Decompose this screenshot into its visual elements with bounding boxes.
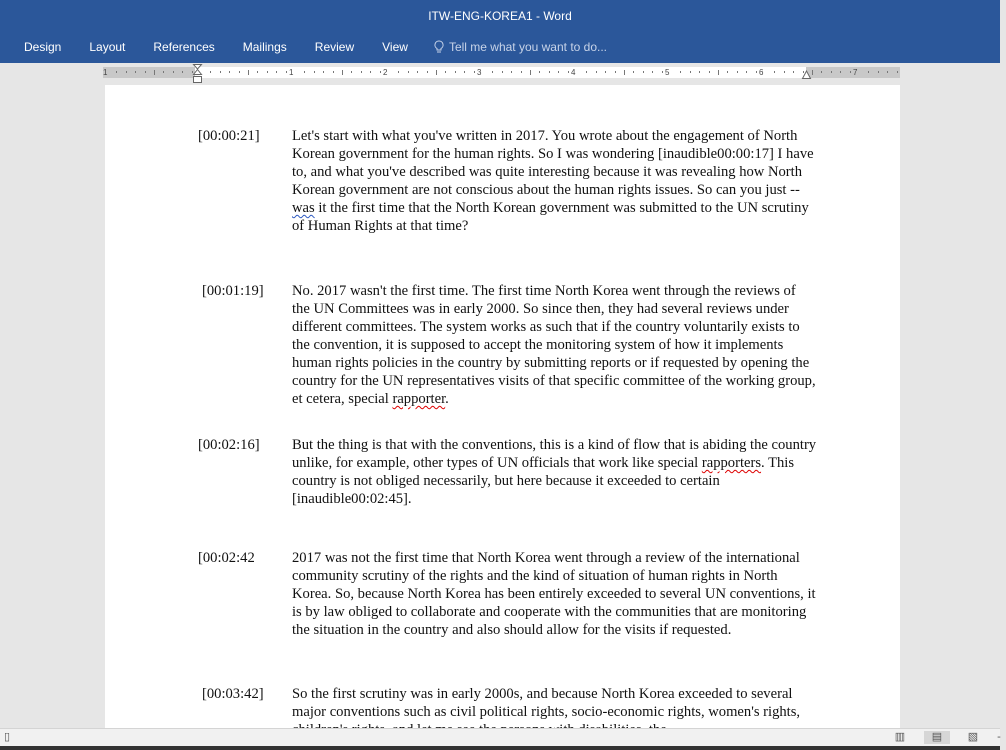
ruler-tick xyxy=(398,71,399,73)
ruler-tick xyxy=(709,71,710,73)
ruler-tick xyxy=(897,71,898,73)
ruler-tick xyxy=(812,70,813,75)
tab-layout[interactable]: Layout xyxy=(89,39,126,54)
text-run: Let's start with what you've written in 2017. You wrote about the engagement of North Korean government for the human rights. So I was wondering [inaudible00:00:17] I have to, and what you've described was quite interesting because it was revealing how North Korean government are not conscious about the human rights issues. So can you just -- xyxy=(292,128,814,198)
taskbar-edge xyxy=(0,746,1000,750)
spelling-flag: was xyxy=(292,200,315,216)
ruler-tick xyxy=(831,71,832,73)
tell-me-search[interactable] xyxy=(422,40,607,54)
ruler-tick xyxy=(380,71,381,73)
ruler-label: 6 xyxy=(759,68,764,77)
ruler-tick xyxy=(624,70,625,75)
timestamp: [00:02:42 xyxy=(198,550,255,566)
text-run: . xyxy=(445,391,449,407)
ruler-tick xyxy=(173,71,174,73)
ruler-tick xyxy=(756,71,757,73)
ruler-tick xyxy=(746,71,747,73)
ruler-tick xyxy=(248,70,249,75)
ruler-tick xyxy=(662,71,663,73)
ruler-tick xyxy=(351,71,352,73)
ruler-tick xyxy=(474,71,475,73)
ruler-tick xyxy=(868,71,869,73)
ruler-tick xyxy=(680,71,681,73)
ruler-tick xyxy=(276,71,277,73)
ruler-tick xyxy=(652,71,653,73)
ruler-label: 1 xyxy=(103,68,108,77)
ruler-tick xyxy=(464,71,465,73)
spelling-flag: rapporters xyxy=(701,455,762,471)
document-page[interactable] xyxy=(105,85,900,728)
ruler-tick xyxy=(436,70,437,75)
ruler-tick xyxy=(417,71,418,73)
ruler-tick xyxy=(257,71,258,73)
right-indent-marker[interactable] xyxy=(802,70,812,79)
ruler-tick xyxy=(239,71,240,73)
ruler-tick xyxy=(267,71,268,73)
ruler-tick xyxy=(737,71,738,73)
ruler-tick xyxy=(182,71,183,73)
ruler-tick xyxy=(427,71,428,73)
ruler-tick xyxy=(784,71,785,73)
transcript-text[interactable] xyxy=(292,282,817,408)
text-run: But the thing is that with the conventions, this is a kind of flow that is abiding the country unlike, for example, other types of UN officials that work like special xyxy=(292,437,817,471)
ruler-tick xyxy=(314,71,315,73)
text-run: No. 2017 wasn't the first time. The first time North Korea went through the reviews of the UN Committees was in early 2000. So since then, they had several reviews under different committees. The system works as such that if the country voluntarily exists to the convention, it is supposed to accept the monitoring system of how it implements human rights policies in the country by submitting reports or if requested by opening the country for the UN representatives visits of that specific committee of the working group, et cetera, special xyxy=(292,283,816,407)
timestamp: [00:00:21] xyxy=(198,128,260,144)
ruler-label: 3 xyxy=(477,68,482,77)
ruler-tick xyxy=(455,71,456,73)
transcript-text[interactable] xyxy=(292,127,817,235)
timestamp: [00:01:19] xyxy=(202,283,264,299)
ruler-tick xyxy=(116,71,117,73)
print-layout-icon[interactable]: ▤ xyxy=(924,731,950,744)
ruler-tick xyxy=(163,71,164,73)
ruler-tick xyxy=(333,71,334,73)
horizontal-ruler[interactable] xyxy=(103,67,900,78)
ruler-tick xyxy=(370,71,371,73)
ruler-tick xyxy=(323,71,324,73)
tab-references[interactable]: References xyxy=(153,39,215,54)
ruler-tick xyxy=(633,71,634,73)
ruler-tick xyxy=(718,70,719,75)
ruler-tick xyxy=(511,71,512,73)
web-layout-icon[interactable]: ▧ xyxy=(967,731,979,743)
proofing-icon[interactable]: ▯ xyxy=(3,731,11,743)
ruler-tick xyxy=(361,71,362,73)
ruler-tick xyxy=(840,71,841,73)
ruler-tick xyxy=(558,71,559,73)
ruler-tick xyxy=(850,71,851,73)
ruler-tick xyxy=(605,71,606,73)
ruler-tick xyxy=(229,71,230,73)
ruler-tick xyxy=(586,71,587,73)
ruler-tick xyxy=(342,70,343,75)
ruler-tick xyxy=(539,71,540,73)
transcript-text[interactable] xyxy=(292,436,817,508)
ruler-tick xyxy=(502,71,503,73)
ruler-tick xyxy=(154,70,155,75)
ruler-tick xyxy=(596,71,597,73)
tab-view[interactable]: View xyxy=(382,39,408,54)
lightbulb-icon xyxy=(434,40,444,54)
ruler-tick xyxy=(878,71,879,73)
ruler-tick xyxy=(615,71,616,73)
ruler-tick xyxy=(643,71,644,73)
ruler-label: 4 xyxy=(571,68,576,77)
ruler-tick xyxy=(408,71,409,73)
ruler-tick xyxy=(304,71,305,73)
tab-review[interactable]: Review xyxy=(314,39,355,54)
text-run: . This country is not obliged necessarily, but here because it exceeded to certain [inaudible00:02:45]. xyxy=(292,455,795,507)
text-run: 2017 was not the first time that North Korea went through a review of the international community scrutiny of the rights and the kind of situation of human rights in North Korea. So, because North Korea has been entirely exceeded to several UN conventions, it is by law obliged to collaborate and cooperate with the communities that are monitoring the situation in the country and also should allow for the visits if requested. xyxy=(292,550,816,638)
tab-mailings[interactable]: Mailings xyxy=(242,39,287,54)
ruler-tick xyxy=(699,71,700,73)
ruler-tick xyxy=(549,71,550,73)
indent-marker[interactable] xyxy=(193,64,202,84)
ruler-tick xyxy=(286,71,287,73)
ruler-tick xyxy=(145,71,146,73)
tab-design[interactable]: Design xyxy=(24,39,62,54)
ribbon-tabs xyxy=(0,30,1000,63)
ruler-label: 5 xyxy=(665,68,670,77)
ruler-tick xyxy=(530,70,531,75)
ruler-label: 1 xyxy=(289,68,294,77)
transcript-text[interactable] xyxy=(292,549,817,639)
tell-me-placeholder: Tell me what you want to do... xyxy=(448,39,608,54)
timestamp: [00:02:16] xyxy=(198,437,260,453)
text-run: So the first scrutiny was in early 2000s, and because North Korea exceeded to several major conventions such as civil political rights, socio-economic rights, women's rights, xyxy=(292,686,801,720)
title-bar xyxy=(0,0,1000,30)
ruler-tick xyxy=(774,71,775,73)
ruler-tick xyxy=(210,71,211,73)
ruler-label: 7 xyxy=(853,68,858,77)
ruler-tick xyxy=(135,71,136,73)
ruler-tick xyxy=(492,71,493,73)
read-mode-icon[interactable]: ▥ xyxy=(894,731,906,743)
spelling-flag: rapporter xyxy=(392,391,446,407)
ruler-label: 2 xyxy=(383,68,388,77)
ruler-tick xyxy=(521,71,522,73)
ruler-tick xyxy=(220,71,221,73)
timestamp: [00:03:42] xyxy=(202,686,264,702)
ruler-tick xyxy=(126,71,127,73)
ruler-tick xyxy=(568,71,569,73)
ruler-tick xyxy=(690,71,691,73)
status-bar xyxy=(0,728,1000,746)
ruler-tick xyxy=(727,71,728,73)
ruler-tick xyxy=(793,71,794,73)
text-run: it the first time that the North Korean government was submitted to the UN scrutiny of Human Rights at that time? xyxy=(292,200,809,234)
zoom-out-icon[interactable]: - xyxy=(997,731,1001,743)
window-title: ITW-ENG-KOREA1 - Word xyxy=(428,9,572,23)
ruler-tick xyxy=(821,71,822,73)
ruler-tick xyxy=(445,71,446,73)
ruler-tick xyxy=(887,71,888,73)
